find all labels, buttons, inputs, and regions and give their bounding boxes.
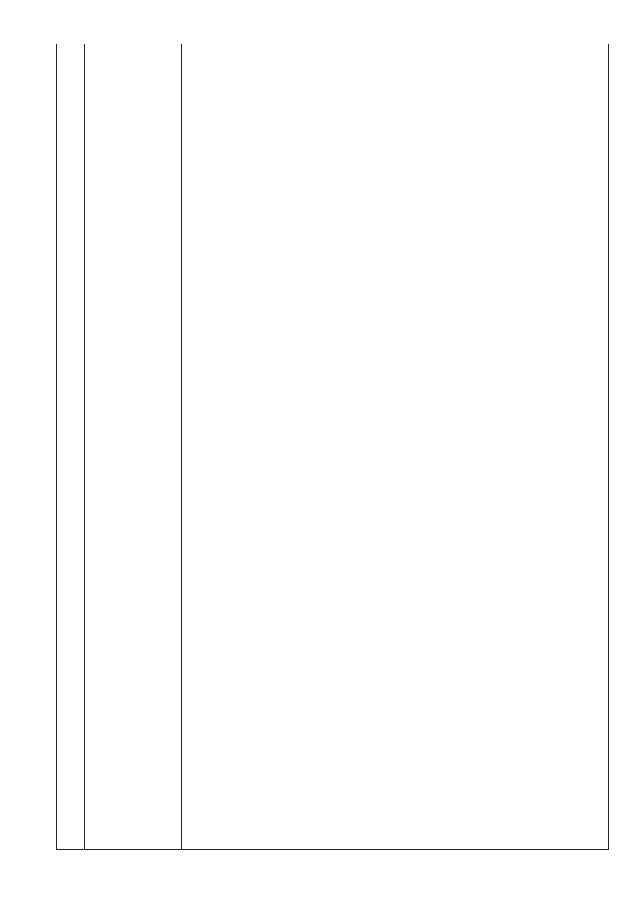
table-border-bottom — [56, 849, 608, 850]
table-border-col1 — [84, 44, 85, 850]
table-border-col2 — [181, 44, 182, 850]
table-border-right — [608, 44, 609, 850]
table-border-left — [56, 44, 57, 850]
